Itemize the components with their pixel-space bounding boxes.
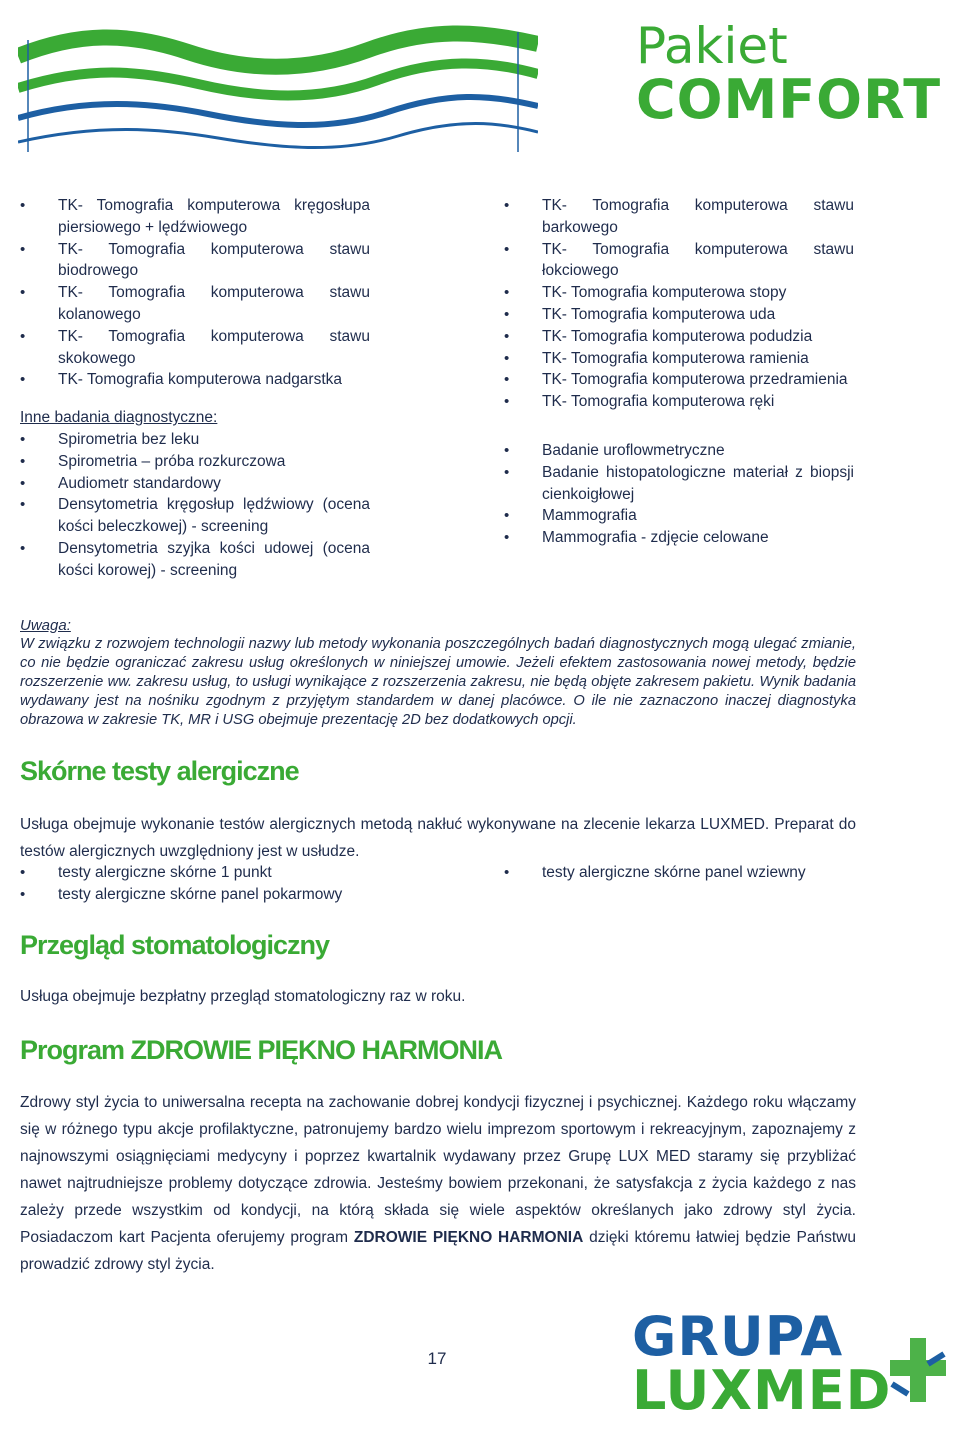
skin-tests-right <box>504 862 854 884</box>
list-item: • testy alergiczne skórne panel wziewny <box>504 862 854 884</box>
list-item: • Densytometria szyjka kości udowej (ocena kości korowej) - screening <box>20 538 370 582</box>
ct-list-right <box>504 195 854 413</box>
list-item: • TK- Tomografia komputerowa nadgarstka <box>20 369 370 391</box>
luxmed-cross-icon <box>888 1334 948 1406</box>
list-item: • Badanie uroflowmetryczne <box>504 440 854 462</box>
list-item: • TK- Tomografia komputerowa stawu skokowego <box>20 326 370 370</box>
program-text <box>20 1089 856 1278</box>
program-text-before: Zdrowy styl życia to uniwersalna recepta na zachowanie dobrej kondycji fizycznej i psychicznej. Każdego roku włączamy się w różnego typu akcje profilaktyczne, patronujemy bardzo wielu imprezom sportowym i rekreacyjnym, zapoznajemy z najnowszymi osiągnięciami medycyny i poprzez kwartalnik wydawany przez Grupę LUX MED staramy się przybliżać nawet najtrudniejsze problemy dotyczące zdrowia. Jesteśmy bowiem przekonani, że satysfakcja z życia każdego z nas zależy przede wszystkim od kondycji, na którą składa się wiele aspektów określanych jako zdrowy styl życia. Posiadaczom kart Pacjenta oferujemy program <box>20 1094 856 1246</box>
skin-tests-list-left <box>20 862 480 906</box>
note-title: Uwaga: <box>20 617 71 634</box>
list-item: • Spirometria – próba rozkurczowa <box>20 451 370 473</box>
list-item: • Mammografia <box>504 505 854 527</box>
ct-list-left <box>20 195 370 391</box>
list-item: • TK- Tomografia komputerowa stawu kolanowego <box>20 282 370 326</box>
dental-heading: Przegląd stomatologiczny <box>20 930 330 960</box>
skin-tests-left <box>20 862 480 906</box>
note-body: W związku z rozwojem technologii nazwy lub metody wykonania poszczególnych badań diagnostycznych mogą ulegać zmianie, co nie będzie ograniczać zakresu usług określonych w niniejszej umowie. Jeżeli efektem zastosowania nowej metody, będzie rozszerzenie ww. zakresu usług, to usługi wynikające z rozszerzenia zakresu, nie będą objęte zakresem pakietu. Wynik badania wydawany jest na nośniku zgodnym z przyjętym standardem w danej placówce. O ile nie zaznaczono inaczej diagnostyka obrazowa w zakresie TK, MR i USG obejmuje prezentację 2D bez dodatkowych opcji. <box>20 636 856 728</box>
list-item: • TK- Tomografia komputerowa stawu barkowego <box>504 195 854 239</box>
list-item: • TK- Tomografia komputerowa przedramienia <box>504 369 854 391</box>
program-name: ZDROWIE PIĘKNO HARMONIA <box>353 1229 584 1246</box>
pakiet-comfort-logo <box>636 17 942 131</box>
list-item: • TK- Tomografia komputerowa ręki <box>504 391 854 413</box>
list-item: • Mammografia - zdjęcie celowane <box>504 527 854 549</box>
left-column <box>20 195 370 582</box>
list-item: • testy alergiczne skórne 1 punkt <box>20 862 480 884</box>
note-block <box>20 616 856 730</box>
skin-tests-intro: Usługa obejmuje wykonanie testów alergicznych metodą nakłuć wykonywane na zlecenie lekarza LUXMED. Preparat do testów alergicznych uwzględniony jest w usłudze. <box>20 816 856 860</box>
list-item: • TK- Tomografia komputerowa stawu łokciowego <box>504 239 854 283</box>
skin-tests-heading: Skórne testy alergiczne <box>20 756 299 786</box>
list-item: • TK- Tomografia komputerowa stopy <box>504 282 854 304</box>
brand-line2: COMFORT <box>636 68 942 131</box>
list-item: • Audiometr standardowy <box>20 473 370 495</box>
page-number: 17 <box>427 1349 447 1368</box>
skin-tests-list-right <box>504 862 854 884</box>
list-item: • testy alergiczne skórne panel pokarmowy <box>20 884 480 906</box>
other-tests-heading: Inne badania diagnostyczne: <box>20 409 218 427</box>
other-tests-list <box>20 429 370 582</box>
other-tests-list-right <box>504 440 854 549</box>
list-item: • Spirometria bez leku <box>20 429 370 451</box>
brand-line1: Pakiet <box>636 17 788 75</box>
list-item: • TK- Tomografia komputerowa ramienia <box>504 348 854 370</box>
logo-line1: GRUPA <box>632 1305 844 1368</box>
dental-text: Usługa obejmuje bezpłatny przegląd stomatologiczny raz w roku. <box>20 988 466 1005</box>
right-column <box>504 195 854 549</box>
program-text-after: dzięki któremu łatwiej będzie Państwu prowadzić zdrowy styl życia. <box>20 1229 857 1273</box>
grupa-luxmed-logo <box>632 1305 952 1422</box>
logo-line2: LUXMED <box>632 1359 892 1422</box>
list-item: • TK- Tomografia komputerowa kręgosłupa piersiowego + lędźwiowego <box>20 195 370 239</box>
list-item: • Badanie histopatologiczne materiał z biopsji cienkoigłowej <box>504 462 854 506</box>
list-item: • TK- Tomografia komputerowa stawu biodrowego <box>20 239 370 283</box>
header-wave-graphic <box>18 22 538 162</box>
list-item: • TK- Tomografia komputerowa uda <box>504 304 854 326</box>
program-heading: Program ZDROWIE PIĘKNO HARMONIA <box>20 1035 503 1065</box>
list-item: • TK- Tomografia komputerowa podudzia <box>504 326 854 348</box>
list-item: • Densytometria kręgosłup lędźwiowy (ocena kości beleczkowej) - screening <box>20 494 370 538</box>
